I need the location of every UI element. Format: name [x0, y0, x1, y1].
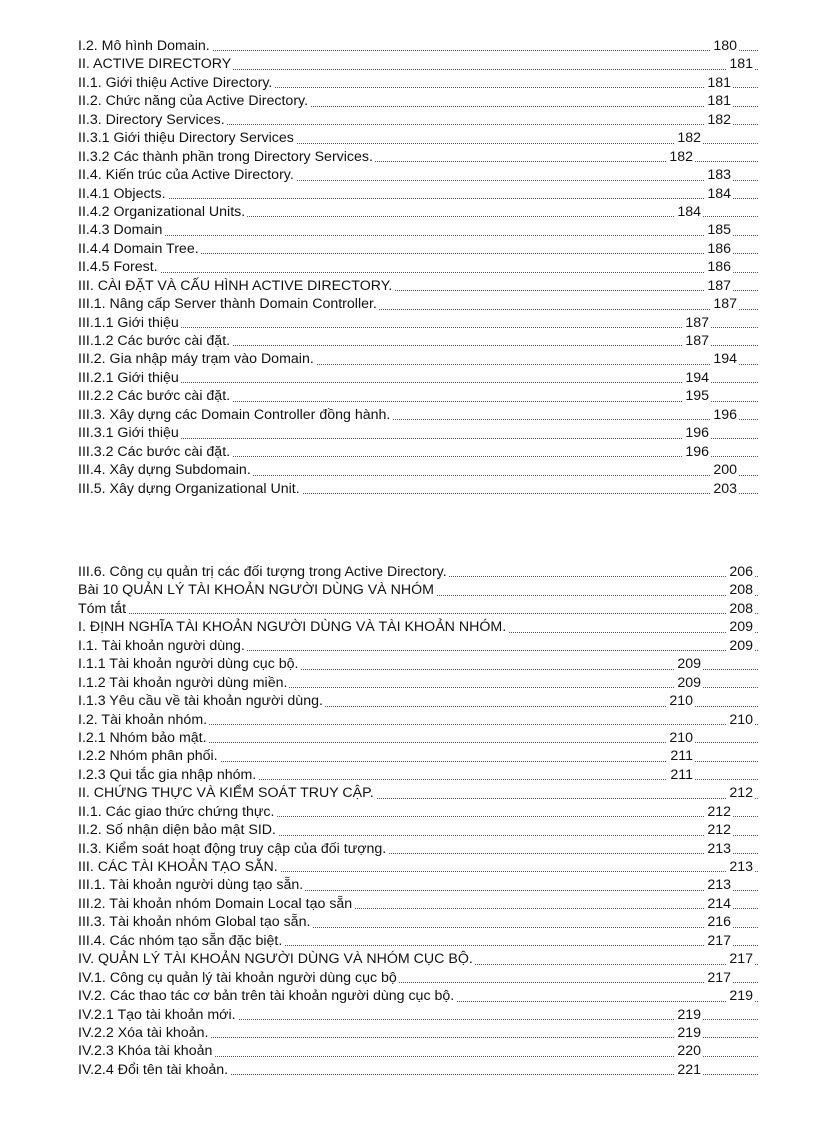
- toc-entry: [78, 932, 758, 950]
- toc-entry: [78, 600, 758, 618]
- toc-entry: [78, 480, 758, 498]
- toc-entry-page-number: 196: [710, 406, 738, 424]
- toc-section-1: [78, 37, 758, 498]
- toc-entry: [78, 747, 758, 765]
- toc-entry-page-number: 214: [704, 895, 732, 913]
- toc-entry-title: III.1. Tài khoản người dùng tạo sẵn.: [78, 877, 304, 894]
- toc-entry-title: I.2.1 Nhóm bảo mật.: [78, 729, 207, 746]
- toc-entry: [78, 443, 758, 461]
- toc-entry-page-number: 181: [704, 74, 732, 92]
- toc-entry-title: II.1. Các giao thức chứng thực.: [78, 803, 275, 820]
- toc-entry-title: I.2.2 Nhóm phân phối.: [78, 748, 218, 765]
- toc-entry-title: II.3.1 Giới thiệu Directory Services: [78, 130, 294, 147]
- toc-entry: [78, 314, 758, 332]
- toc-entry-page-number: 213: [704, 840, 732, 858]
- toc-entry: [78, 655, 758, 673]
- toc-entry-page-number: 183: [704, 166, 732, 184]
- toc-entry-title: III. CÀI ĐẶT VÀ CẤU HÌNH ACTIVE DIRECTORY.: [78, 277, 393, 294]
- toc-entry: [78, 258, 758, 276]
- toc-entry-title: II.3. Directory Services.: [78, 111, 225, 128]
- toc-entry-page-number: 212: [726, 784, 754, 802]
- toc-entry-page-number: 194: [710, 350, 738, 368]
- toc-entry-page-number: 181: [726, 55, 754, 73]
- toc-entry-title: II.1. Giới thiệu Active Directory.: [78, 74, 273, 91]
- toc-entry: [78, 766, 758, 784]
- toc-entry-page-number: 194: [682, 369, 710, 387]
- toc-entry-page-number: 185: [704, 221, 732, 239]
- toc-entry-page-number: 184: [674, 203, 702, 221]
- toc-entry-page-number: 181: [704, 92, 732, 110]
- toc-entry: [78, 618, 758, 636]
- toc-entry-title: I. ĐỊNH NGHĨA TÀI KHOẢN NGƯỜI DÙNG VÀ TÀI KHOẢN NHÓM.: [78, 619, 507, 636]
- toc-entry-title: II.2. Chức năng của Active Directory.: [78, 93, 309, 110]
- toc-entry: [78, 74, 758, 92]
- toc-entry-page-number: 195: [682, 387, 710, 405]
- toc-entry-title: I.1. Tài khoản người dùng.: [78, 637, 245, 654]
- toc-entry: [78, 858, 758, 876]
- toc-entry: [78, 295, 758, 313]
- toc-entry-title: IV. QUẢN LÝ TÀI KHOẢN NGƯỜI DÙNG VÀ NHÓM CỤC BỘ.: [78, 951, 473, 968]
- toc-entry-page-number: 186: [704, 240, 732, 258]
- toc-entry: [78, 987, 758, 1005]
- toc-entry-title: III.6. Công cụ quản trị các đối tượng trong Active Directory.: [78, 564, 447, 580]
- toc-entry-page-number: 213: [726, 858, 754, 876]
- toc-entry-page-number: 209: [726, 637, 754, 655]
- toc-entry-title: III.4. Các nhóm tạo sẵn đặc biệt.: [78, 932, 283, 949]
- toc-entry-page-number: 210: [726, 711, 754, 729]
- toc-entry-page-number: 206: [726, 563, 754, 581]
- toc-entry: [78, 221, 758, 239]
- toc-entry-title: III.4. Xây dựng Subdomain.: [78, 462, 251, 479]
- toc-entry-page-number: 219: [726, 987, 754, 1005]
- toc-entry: [78, 203, 758, 221]
- toc-entry-page-number: 180: [710, 37, 738, 55]
- toc-entry-title: I.2. Tài khoản nhóm.: [78, 711, 208, 728]
- toc-entry: [78, 55, 758, 73]
- toc-entry: [78, 729, 758, 747]
- toc-entry: [78, 1024, 758, 1042]
- toc-entry: [78, 1042, 758, 1060]
- toc-entry-page-number: 210: [666, 692, 694, 710]
- toc-entry-page-number: 187: [704, 277, 732, 295]
- toc-entry: [78, 129, 758, 147]
- toc-entry-title: IV.2.3 Khóa tài khoản: [78, 1043, 213, 1060]
- toc-entry: [78, 895, 758, 913]
- toc-entry-title: III.2. Gia nhập máy trạm vào Domain.: [78, 351, 314, 368]
- toc-entry-page-number: 208: [726, 581, 754, 599]
- toc-entry-title: III.2.2 Các bước cài đặt.: [78, 388, 231, 405]
- toc-entry-page-number: 182: [704, 111, 732, 129]
- toc-entry-page-number: 186: [704, 258, 732, 276]
- toc-entry-page-number: 217: [704, 932, 732, 950]
- toc-entry-page-number: 200: [710, 461, 738, 479]
- toc-entry-title: IV.2.4 Đổi tên tài khoản.: [78, 1061, 229, 1078]
- toc-entry: [78, 185, 758, 203]
- toc-entry-title: III.1.2 Các bước cài đặt.: [78, 333, 231, 349]
- toc-entry: [78, 637, 758, 655]
- toc-entry-page-number: 210: [666, 729, 694, 747]
- toc-entry-page-number: 220: [674, 1042, 702, 1060]
- toc-entry-page-number: 211: [667, 766, 694, 784]
- toc-entry-page-number: 212: [704, 803, 732, 821]
- toc-entry: [78, 424, 758, 442]
- toc-entry-page-number: 209: [674, 655, 702, 673]
- toc-entry-title: III.3. Tài khoản nhóm Global tạo sẵn.: [78, 914, 311, 931]
- toc-entry-page-number: 209: [726, 618, 754, 636]
- toc-entry-page-number: 219: [674, 1024, 702, 1042]
- toc-entry-title: III.3. Xây dựng các Domain Controller đồng hành.: [78, 406, 391, 423]
- toc-entry-page-number: 203: [710, 480, 738, 498]
- toc-entry-title: III. CÁC TÀI KHOẢN TẠO SẴN.: [78, 859, 278, 875]
- dot-leader: [78, 272, 758, 273]
- toc-entry: [78, 913, 758, 931]
- toc-entry-page-number: 187: [682, 314, 710, 332]
- toc-entry: [78, 406, 758, 424]
- toc-entry-title: II.4.5 Forest.: [78, 259, 158, 276]
- toc-entry-title: III.2.1 Giới thiệu: [78, 369, 179, 386]
- toc-entry-title: II.4.2 Organizational Units.: [78, 203, 246, 220]
- toc-entry-page-number: 182: [674, 129, 702, 147]
- toc-entry-page-number: 212: [704, 821, 732, 839]
- toc-entry-page-number: 187: [682, 332, 710, 350]
- toc-entry-title: II. ACTIVE DIRECTORY: [78, 56, 232, 73]
- toc-entry-title: II.4.4 Domain Tree.: [78, 240, 199, 257]
- toc-entry-title: III.3.1 Giới thiệu: [78, 425, 179, 442]
- toc-entry-page-number: 221: [674, 1061, 702, 1079]
- toc-entry: [78, 37, 758, 55]
- toc-entry-page-number: 182: [666, 148, 694, 166]
- toc-entry-title: I.2.3 Qui tắc gia nhập nhóm.: [78, 766, 257, 783]
- toc-entry-title: IV.1. Công cụ quản lý tài khoản người dùng cục bộ: [78, 969, 397, 986]
- toc-entry-title: I.1.1 Tài khoản người dùng cục bộ.: [78, 656, 299, 673]
- toc-entry: [78, 581, 758, 599]
- toc-entry: [78, 692, 758, 710]
- toc-entry-page-number: 208: [726, 600, 754, 618]
- toc-entry-title: II.4.3 Domain: [78, 222, 163, 239]
- dot-leader: [78, 235, 758, 236]
- toc-entry: [78, 387, 758, 405]
- toc-entry-page-number: 213: [704, 876, 732, 894]
- toc-entry: [78, 350, 758, 368]
- toc-entry-title: II.2. Số nhận diện bảo mật SID.: [78, 822, 276, 839]
- toc-entry-page-number: 196: [682, 443, 710, 461]
- toc-entry: [78, 461, 758, 479]
- toc-entry: [78, 277, 758, 295]
- toc-entry-title: Tóm tắt: [78, 600, 127, 617]
- toc-entry-title: II.4.1 Objects.: [78, 185, 166, 202]
- toc-entry-title: III.2. Tài khoản nhóm Domain Local tạo sẵn: [78, 895, 353, 912]
- toc-entry: [78, 166, 758, 184]
- toc-entry-page-number: 217: [726, 950, 754, 968]
- toc-entry-title: I.1.3 Yêu cầu về tài khoản người dùng.: [78, 693, 323, 710]
- toc-entry: [78, 840, 758, 858]
- toc-entry: [78, 332, 758, 350]
- toc-entry-title: II.4. Kiến trúc của Active Directory.: [78, 167, 294, 184]
- toc-entry-title: IV.2.2 Xóa tài khoản.: [78, 1024, 209, 1041]
- toc-entry-page-number: 216: [704, 913, 732, 931]
- toc-entry-title: II.3.2 Các thành phần trong Directory Services.: [78, 148, 373, 165]
- toc-entry: [78, 803, 758, 821]
- toc-entry: [78, 950, 758, 968]
- toc-entry-title: III.3.2 Các bước cài đặt.: [78, 443, 231, 460]
- toc-entry: [78, 369, 758, 387]
- toc-entry-title: Bài 10 QUẢN LÝ TÀI KHOẢN NGƯỜI DÙNG VÀ NHÓM: [78, 582, 434, 599]
- toc-entry: [78, 1006, 758, 1024]
- toc-entry: [78, 240, 758, 258]
- toc-entry-title: III.1.1 Giới thiệu: [78, 314, 179, 331]
- toc-entry: [78, 821, 758, 839]
- dot-leader: [78, 613, 758, 614]
- toc-entry-page-number: 209: [674, 674, 702, 692]
- toc-entry-page-number: 196: [682, 424, 710, 442]
- toc-entry-title: III.5. Xây dựng Organizational Unit.: [78, 480, 300, 497]
- toc-entry-title: IV.2. Các thao tác cơ bản trên tài khoản người dùng cục bộ.: [78, 988, 455, 1005]
- toc-entry: [78, 111, 758, 129]
- toc-entry-title: II.3. Kiểm soát hoạt động truy cập của đối tượng.: [78, 840, 387, 857]
- toc-entry: [78, 711, 758, 729]
- toc-entry: [78, 784, 758, 802]
- toc-entry-page-number: 217: [704, 969, 732, 987]
- toc-entry: [78, 969, 758, 987]
- toc-entry: [78, 92, 758, 110]
- toc-entry-title: III.1. Nâng cấp Server thành Domain Controller.: [78, 296, 377, 313]
- toc-entry-title: I.1.2 Tài khoản người dùng miền.: [78, 674, 288, 691]
- toc-entry: [78, 674, 758, 692]
- toc-section-2: [78, 563, 758, 1079]
- toc-entry-page-number: 219: [674, 1006, 702, 1024]
- toc-entry-page-number: 184: [704, 185, 732, 203]
- toc-entry: [78, 563, 758, 581]
- toc-entry: [78, 148, 758, 166]
- toc-entry-page-number: 211: [667, 747, 694, 765]
- toc-entry-page-number: 187: [710, 295, 738, 313]
- toc-entry: [78, 1061, 758, 1079]
- dot-leader: [78, 198, 758, 199]
- toc-entry-title: IV.2.1 Tạo tài khoản mới.: [78, 1006, 236, 1023]
- toc-entry-title: II. CHỨNG THỰC VÀ KIỂM SOÁT TRUY CẬP.: [78, 785, 374, 802]
- toc-entry: [78, 876, 758, 894]
- toc-entry-title: I.2. Mô hình Domain.: [78, 38, 210, 54]
